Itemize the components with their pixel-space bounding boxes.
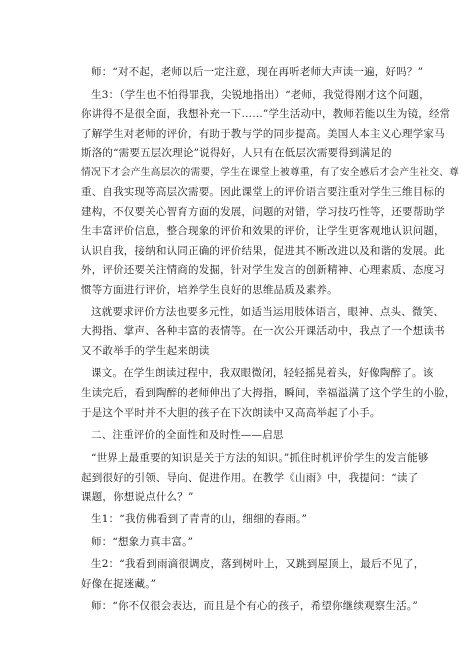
dialogue-line: 生1：“我仿佛看到了青青的山，细细的春雨。” <box>91 513 308 525</box>
text-line: 课题，你想说点什么？” <box>81 491 194 503</box>
text-line: 惯等方面进行评价，培养学生良好的思维品质及素养。 <box>81 284 338 296</box>
dialogue-line: 师：“想象力真丰富。” <box>91 536 194 548</box>
text-line: 大拇指、掌声、各种丰富的表情等。在一次公开课活动中，我点了一个想读书 <box>81 325 445 337</box>
text-line: 又不敢举手的学生起来朗读 <box>81 345 210 357</box>
text-line: 了解学生对老师的评价，有助于教与学的同步提高。美国人本主义心理学家马 <box>81 128 445 140</box>
dialogue-line: 生2：“我看到雨滴很调皮，落到树叶上，又跳到屋顶上，最后不见了， <box>91 558 425 570</box>
text-line: 于是这个平时并不大胆的孩子在下次朗读中又高高举起了小手。 <box>81 407 381 419</box>
text-line: 起到很好的引领、导向、促进作用。在教学《山雨》中，我提问：“读了 <box>81 472 419 484</box>
dialogue-line: 生3：（学生也不怕得罪我，尖锐地指出）“老师，我觉得刚才这个问题， <box>91 89 430 101</box>
text-line: “世界上最重要的知识是关于方法的知识。”抓住时机评价学生的发言能够 <box>91 452 429 464</box>
section-heading: 二、注重评价的全面性和及时性——启思 <box>91 429 284 441</box>
dialogue-line: 师：“对不起，老师以后一定注意，现在再听老师大声读一遍，好吗？” <box>91 66 424 78</box>
text-line: 认识自我，接纳和认同正确的评价结果，促进其不断改进以及和谐的发展。此 <box>81 245 445 257</box>
text-line: 建构，不仅要关心智育方面的发展，问题的对错，学习技巧性等，还要帮助学 <box>81 206 445 218</box>
text-line: 好像在捉迷藏。” <box>81 578 157 590</box>
text-line: 你讲得不是很全面，我想补充一下……”学生活动中，教师若能以生为镜，经常 <box>81 108 451 120</box>
text-line: 生丰富评价信息，整合现象的评价和效果的评价，让学生更客观地认识问题， <box>81 225 445 237</box>
text-line: 情况下才会产生高层次的需要，学生在课堂上被尊重，有了安全感后才会产生社交、尊 <box>81 167 460 178</box>
text-line: 重、自我实现等高层次需要。因此课堂上的评价语言要注重对学生三维目标的 <box>81 186 445 198</box>
dialogue-line: 师：“你不仅很会表达，而且是个有心的孩子，希望你继续观察生活。” <box>91 600 418 612</box>
text-line: 生读完后，看到陶醉的老师伸出了大拇指，瞬间，幸福溢满了这个学生的小脸， <box>81 387 456 399</box>
text-line: 课文。在学生朗读过程中，我双眼微闭，轻轻摇晃着头，好像陶醉了。该 <box>91 367 434 379</box>
text-line: 这就要求评价方法也要多元性，如适当运用肢体语言，眼神、点头、微笑、 <box>91 306 445 318</box>
text-line: 斯洛的“需要五层次理论”说得好，人只有在低层次需要得到满足的 <box>81 147 392 159</box>
text-line: 外，评价还要关注情商的发掘，针对学生发言的创新精神、心理素质、态度习 <box>81 264 445 276</box>
